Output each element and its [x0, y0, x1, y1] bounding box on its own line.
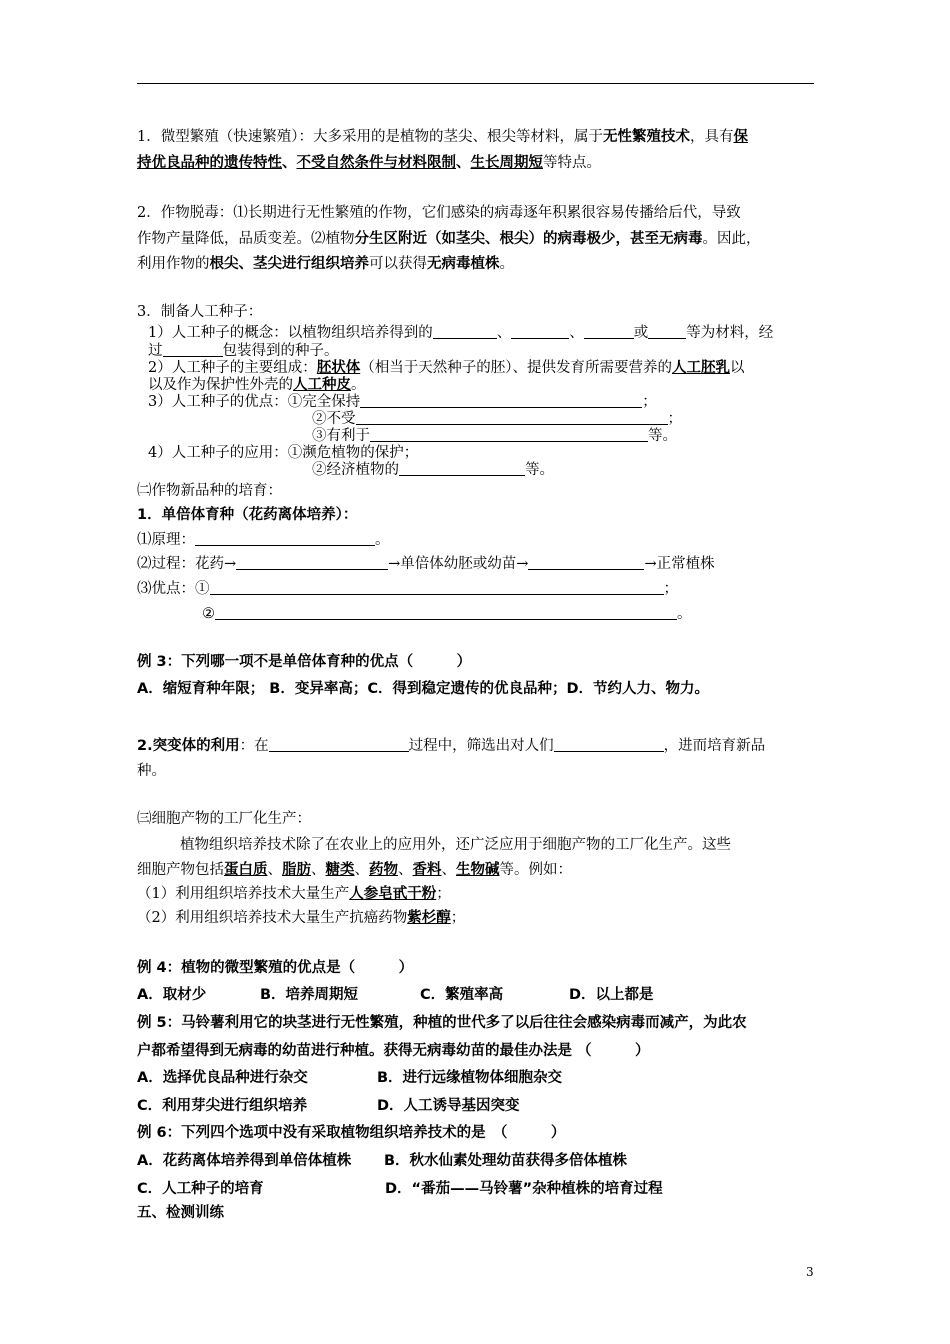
s1-line2: 持优良品种的遗传特性、不受自然条件与材料限制、生长周期短等特点。	[137, 155, 601, 171]
s2-line3: 利用作物的根尖、茎尖进行组织培养可以获得无病毒植株。	[137, 256, 514, 272]
ex5-question-line1: 例 5：马铃薯利用它的块茎进行无性繁殖，种植的世代多了以后往往会感染病毒而减产，为此农	[137, 1015, 747, 1031]
s3-advantage-line1: 3）人工种子的优点：①完全保持 ；	[148, 391, 828, 413]
ex3-question: 例 3：下列哪一项不是单倍体育种的优点（ ）	[137, 654, 472, 670]
s6-para-line1: 植物组织培养技术除了在农业上的应用外，还广泛应用于细胞产物的工厂化生产。这些	[180, 837, 731, 853]
s3-application-line1: 4）人工种子的应用：①濒危植物的保护；	[148, 445, 419, 461]
s4-heading: 1．单倍体育种（花药离体培养）：	[137, 507, 358, 523]
s6-item1: （1）利用组织培养技术大量生产人参皂甙干粉；	[137, 886, 451, 902]
s3-composition-line1: 2）人工种子的主要组成：胚状体（相当于天然种子的胚）、提供发育所需要营养的人工胚乳以	[148, 360, 745, 376]
s3-concept-line2: 过 包装得到的种子。	[148, 340, 828, 362]
s4-title: ㈡作物新品种的培育：	[137, 483, 282, 499]
s5-line1: 2.突变体的利用：在 过程中，筛选出对人们 ，进而培育新品	[137, 735, 817, 757]
s4-principle: ⑴原理： 。	[137, 529, 817, 551]
s5-line2: 种。	[137, 763, 166, 779]
s6-title: ㈢细胞产物的工厂化生产：	[137, 811, 311, 827]
s2-line2: 作物产量降低，品质变差。⑵植物分生区附近（如茎尖、根尖）的病毒极少，甚至无病毒。因此，	[137, 231, 761, 247]
s2-line1: 2．作物脱毒：⑴长期进行无性繁殖的作物，它们感染的病毒逐年积累很容易传播给后代，导致	[137, 205, 741, 221]
header-rule	[137, 83, 814, 84]
s3-title: 3．制备人工种子：	[137, 304, 263, 320]
s1-line1: 1．微型繁殖（快速繁殖）：大多采用的是植物的茎尖、根尖等材料，属于无性繁殖技术，具有保	[137, 129, 748, 145]
ex6-question: 例 6：下列四个选项中没有采取植物组织培养技术的是 （ ）	[137, 1125, 566, 1141]
s4-process: ⑵过程：花药→ →单倍体幼胚或幼苗→ →正常植株	[137, 553, 817, 575]
ex3-options: A．缩短育种年限； B．变异率高；C．得到稳定遗传的优良品种；D．节约人力、物力。	[137, 681, 709, 697]
page-number: 3	[806, 1265, 814, 1279]
s3-advantage-line2: ②不受 ；	[312, 408, 950, 430]
s3-advantage-line3: ③有利于 等。	[312, 425, 950, 447]
s3-application-line2: ②经济植物的 等。	[312, 459, 950, 481]
s6-item2: （2）利用组织培养技术大量生产抗癌药物紫杉醇；	[137, 910, 466, 926]
ex4-question: 例 4：植物的微型繁殖的优点是（ ）	[137, 960, 414, 976]
s4-advantage2: ② 。	[202, 603, 882, 625]
s3-concept-line1: 1）人工种子的概念：以植物组织培养得到的 、 、 或 等为材料，经	[148, 322, 828, 344]
ex5-question-line2: 户都希望得到无病毒的幼苗进行种植。获得无病毒幼苗的最佳办法是 （ ）	[137, 1043, 650, 1059]
s4-advantage1: ⑶优点：① ；	[137, 578, 817, 600]
s3-composition-line2: 以及作为保护性外壳的人工种皮。	[148, 377, 366, 393]
s6-para-line2: 细胞产物包括蛋白质、脂肪、糖类、药物、香料、生物碱等。例如：	[137, 862, 572, 878]
s7-title: 五、检测训练	[137, 1205, 224, 1221]
